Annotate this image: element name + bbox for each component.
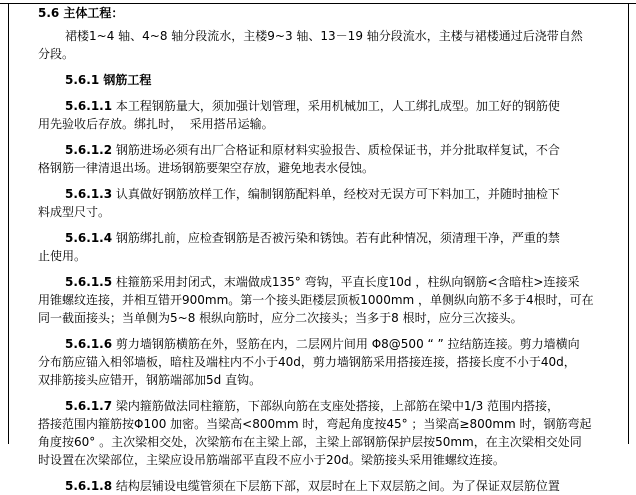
clause-number: 5.6.1.5 — [65, 275, 113, 289]
clause-line: 止使用。 — [38, 249, 87, 263]
sub-heading: 5.6.1 钢筋工程 — [65, 73, 152, 87]
clause-line: 格钢筋一律清退出场。进场钢筋要架空存放，避免地表水侵蚀。 — [38, 161, 375, 175]
clause-text: 结构层铺设电缆管须在下层筋下部，双层时在上下双层筋之间。为了保证双层筋位置 — [115, 479, 560, 493]
clause-first-line — [38, 141, 594, 159]
clause-line: 用锥螺纹连接，并相互错开900mm。第一个接头距楼层顶板1000mm ，单侧纵向筋不多于4根时，可在 — [38, 293, 594, 307]
clause-line: 用先验收后存放。绑扎时， 采用搭吊运输。 — [38, 117, 274, 131]
clause-number: 5.6.1.1 — [65, 99, 113, 113]
clause-first-line — [38, 335, 594, 353]
intro-line: 裙楼1~4 轴、4~8 轴分段流水，主楼9~3 轴、13－19 轴分段流水，主楼与裙楼通过后浇带自然 — [65, 29, 583, 43]
clause-text: 本工程钢筋量大，须加强计划管理，采用机械加工，人工绑扎成型。加工好的钢筋使 — [115, 99, 560, 113]
clause-first-line — [38, 97, 594, 115]
clause-text: 剪力墙钢筋横筋在外，竖筋在内，二层网片间用 Φ8@500 “ ” 拉结筋连接。剪力墙横向 — [115, 337, 580, 351]
clause-first-line — [38, 185, 594, 203]
clause-number: 5.6.1.4 — [65, 231, 113, 245]
clause-first-line — [38, 273, 594, 291]
clause-text: 钢筋绑扎前，应检查钢筋是否被污染和锈蚀。若有此种情况，须清理干净，严重的禁 — [115, 231, 560, 245]
right-border — [628, 3, 629, 444]
clause-text: 柱箍筋采用封闭式，末端做成135° 弯钩，平直长度10d ，柱纵向钢筋<含暗柱>连接采 — [115, 275, 580, 289]
clause-line: 角度按60° 。主次梁相交处，次梁筋布在主梁上部，主梁上部钢筋保护层按50mm，在主次梁相交处同 — [38, 435, 582, 449]
clause-number: 5.6.1.2 — [65, 143, 113, 157]
clause-text: 钢筋进场必须有出厂合格证和原材料实验报告、质检保证书，并分批取样复试，不合 — [115, 143, 560, 157]
clause-number: 5.6.1.7 — [65, 399, 113, 413]
clause-first-line — [38, 477, 594, 495]
clause-line: 同一截面接头；当单侧为5~8 根纵向筋时，应分二次接头；当多于8 根时，应分三次接头。 — [38, 311, 523, 325]
document-body — [38, 4, 594, 495]
clause-line: 料成型尺寸。 — [38, 205, 111, 219]
section-title: 5.6 主体工程： — [38, 6, 124, 20]
clause-text: 认真做好钢筋放样工作，编制钢筋配料单，经校对无误方可下料加工，并随时抽检下 — [115, 187, 560, 201]
clause-number: 5.6.1.6 — [65, 337, 113, 351]
intro-line: 分段。 — [38, 47, 75, 61]
clause-number: 5.6.1.3 — [65, 187, 113, 201]
clause-line: 时设置在次梁部位，主梁应设吊筋端部平直段不应小于20d。梁筋接头采用锥螺纹连接。 — [38, 453, 505, 467]
clause-number: 5.6.1.8 — [65, 479, 113, 493]
clause-line: 双排筋接头应错开，钢筋端部加5d 直钩。 — [38, 373, 262, 387]
clause-text: 梁内箍筋做法同柱箍筋，下部纵向筋在支座处搭接，上部筋在梁中1/3 范围内搭接， — [115, 399, 560, 413]
clause-line: 分布筋应锚入相邻墙板，暗柱及端柱内不小于40d，剪力墙钢筋采用搭接连接，搭接长度不小于40d， — [38, 355, 576, 369]
left-border — [8, 3, 9, 444]
clause-first-line — [38, 397, 594, 415]
clause-first-line — [38, 229, 594, 247]
clause-line: 搭接范围内箍筋按Φ100 加密。当梁高<800mm 时，弯起角度按45° ；当梁高≥800mm 时，钢筋弯起 — [38, 417, 592, 431]
